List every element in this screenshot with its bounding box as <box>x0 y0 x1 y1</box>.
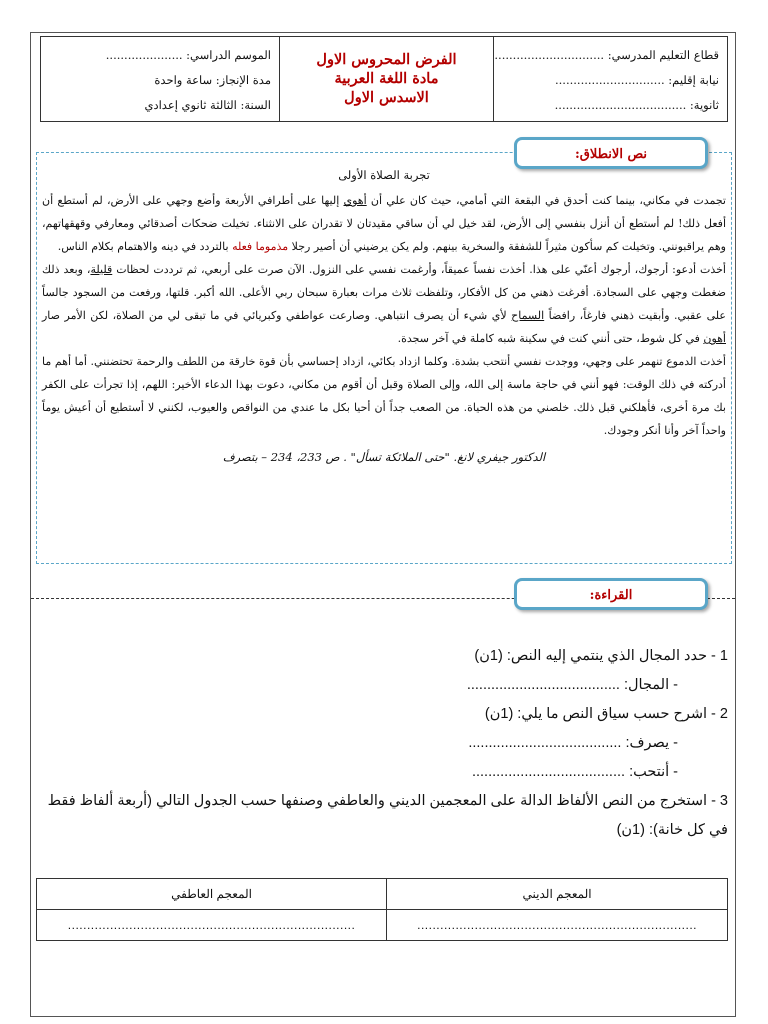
exam-title: الفرض المحروس الاول <box>316 51 457 68</box>
table-row <box>37 910 728 941</box>
header-religious: المعجم الديني <box>387 879 728 910</box>
header-school-info <box>493 36 728 122</box>
answer-yasrif: - يصرف: ...................................... <box>468 735 678 751</box>
school-line: ثانوية: .................................... <box>554 98 719 112</box>
p1-red-phrase: مذموما فعله <box>232 240 289 253</box>
p2-underlined-word-2: السماح <box>511 309 545 322</box>
question-1: 1 - حدد المجال الذي ينتمي إليه النص: (1ن) <box>474 648 728 664</box>
p1-part-b: إليها على أطرافي الأربعة وأضع وجهي على الأرض، لم أستطع أن أفعل ذلك! لم أستطع أن أنزل بنفسي إلى الأرض، لقد خيل لي أن ساقي مقيدتان لا تقدران على الانثناء. تخيلت ضحكات أصدقائي ومعارفي وقهقهاتهم، وهم يراقبونني. وتخيلت كم سأكون مثيراً للشفقة والسخرية بينهم. ولم يكن يرضيني أن أصير رجلا <box>42 194 726 253</box>
lexicon-table <box>36 878 728 941</box>
header-exam-title <box>280 36 493 122</box>
cell-religious[interactable]: ......................................................................... <box>387 910 728 941</box>
semester-title: الاسدس الاول <box>344 89 429 106</box>
duration-line: مدة الإنجاز: ساعة واحدة <box>154 73 271 87</box>
header-emotional: المعجم العاطفي <box>37 879 387 910</box>
question-3: 3 - استخرج من النص الألفاظ الدالة على المعجمين الديني والعاطفي وصنفها حسب الجدول التالي (أربعة ألفاظ فقط في كل خانة): (1ن) <box>47 793 728 838</box>
p2-underlined-word-1: قليلة <box>90 263 113 276</box>
section-reading-label: القراءة: <box>514 578 708 610</box>
paragraph-2 <box>42 258 726 350</box>
p1-underlined-word: أهوي <box>343 194 367 207</box>
p2-part-a: أخذت أدعو: أرجوك، أرجوك أعنّي على هذا. أخذت نفساً عميقاً، وأرغمت نفسي على النزول. الآن صرت على أربعي، ثم ترددت لحظات <box>112 263 726 276</box>
province-line: نيابة إقليم: .............................. <box>554 73 719 87</box>
p2-underlined-word-3: أهون <box>703 332 726 345</box>
p2-part-c: لأي شيء أن يصرف انتباهي. وصارعت عواطفي وكبريائي في ما تبقى لي من الصلاة، لكن الأمر صار <box>42 309 512 322</box>
sector-line: قطاع التعليم المدرسي: .............................. <box>494 48 719 62</box>
answer-domain: - المجال: ...................................... <box>466 677 678 693</box>
cell-emotional[interactable]: ........................................................................... <box>37 910 387 941</box>
text-title: تجربة الصلاة الأولى <box>338 168 430 182</box>
p2-part-b: ، وبعد ذلك ضغطت وجهي على السجادة. أفرغت ذهني من كل الأفكار، وتلفظت ثلاث مرات بعبارة سبحان ربي الأعلى. الله أكبر. قلتها، ورفعت من السجود جالساً على عقبي. وأبقيت ذهني فارغاً، رافضاً <box>42 263 726 322</box>
p1-part-c: بالتردد في دينه والاهتمام بكلام الناس. <box>57 240 233 253</box>
paragraph-3: أخذت الدموع تنهمر على وجهي، ووجدت نفسي أنتحب بشدة. وكلما ازداد بكائي، ازداد إحساسي بأن قوة خارقة من اللطف والرحمة تحتضنني. أما أهم ما أدركته في ذلك الوقت: فهو أنني في حاجة ماسة إلى الله، وإلى الصلاة وقبل أن أقوم من مكاني، دعوت بهذا الدعاء الأخير: اللهم، إذا تجرأت على الكفر بك مرة أخرى، فأهلكني قبل ذلك. خلصني من هذه الحياة. من الصعب جداً أن أحيا بكل ما عندي من النواقص والعيوب، لكنني لا أستطيع أن أعيش يوماً واحداً آخر وأنا أنكر وجودك. <box>42 355 726 437</box>
text-source: الدكتور جيفري لانغ. "حتى الملائكة تسأل" . ص 233، 234 – بتصرف <box>222 450 546 464</box>
season-line: الموسم الدراسي: ..................... <box>105 48 271 62</box>
section-start-label: نص الانطلاق: <box>514 137 708 169</box>
grade-line: السنة: الثالثة ثانوي إعدادي <box>144 98 271 112</box>
p1-part-a: تجمدت في مكاني، بينما كنت أحدق في البقعة التي أمامي، حيث كان علي أن <box>366 194 726 207</box>
question-2: 2 - اشرح حسب سياق النص ما يلي: (1ن) <box>484 706 728 722</box>
header-session-info <box>40 36 280 122</box>
table-header-row <box>37 879 728 910</box>
paragraph-1 <box>42 189 726 258</box>
reading-text <box>42 160 726 469</box>
subject-title: مادة اللغة العربية <box>334 70 439 87</box>
exam-header <box>40 36 728 122</box>
answer-antahib: - أنتحب: ...................................... <box>471 764 678 780</box>
p2-part-d: في كل شوط، حتى أنني كنت في سكينة شبه كاملة في آخر سجدة. <box>397 332 704 345</box>
questions-block <box>32 642 728 845</box>
